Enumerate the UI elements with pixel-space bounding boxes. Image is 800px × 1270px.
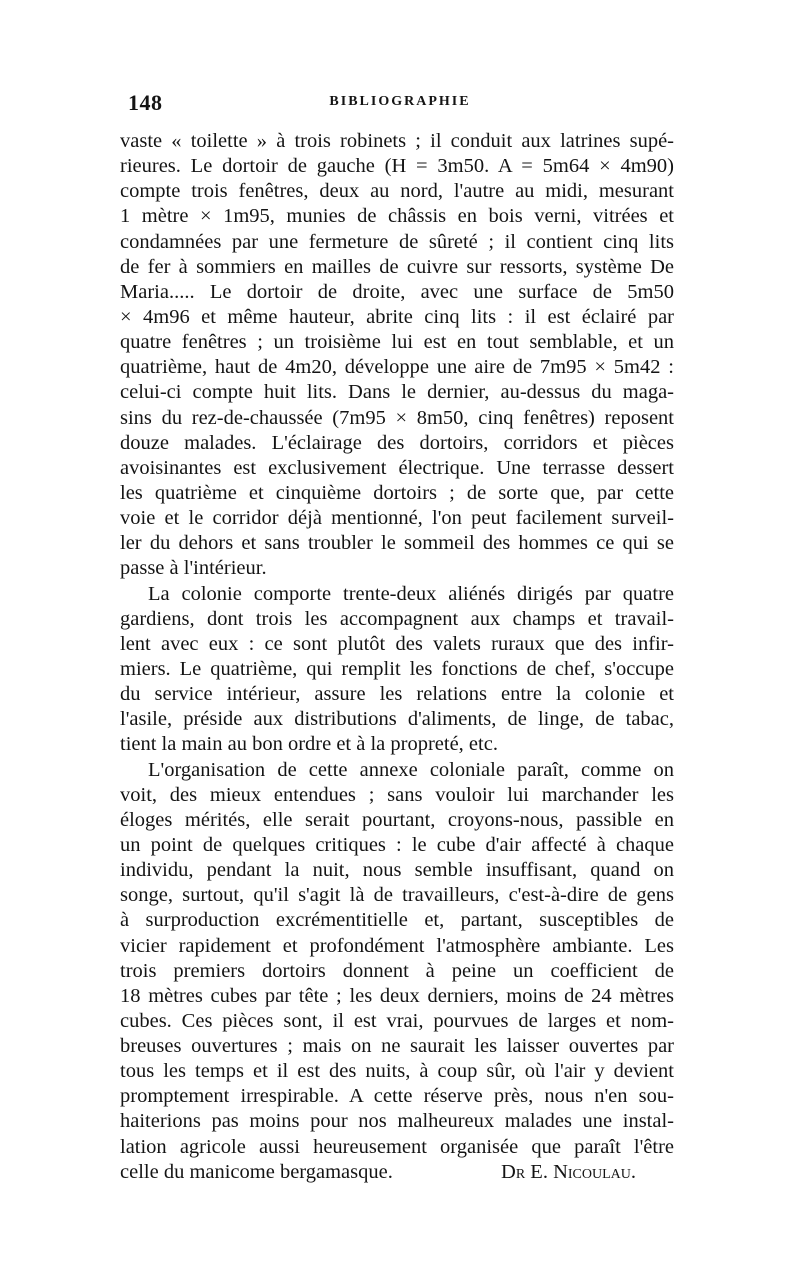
page-number: 148 <box>128 90 163 115</box>
text-line: du service intérieur, assure les relations entre la colonie et <box>120 683 674 706</box>
text-line: éloges mérités, elle serait pourtant, croyons-nous, passible en <box>120 808 674 831</box>
text-line: l'asile, préside aux distributions d'aliments, de linge, de tabac, <box>120 708 674 731</box>
text-line: celle du manicome bergamasque. <box>120 1160 393 1183</box>
text-line: 18 mètres cubes par tête ; les deux derniers, moins de 24 mètres <box>120 984 674 1007</box>
text-line: tient la main au bon ordre et à la propreté, etc. <box>120 733 498 756</box>
text-line: trois premiers dortoirs donnent à peine un coefficient de <box>120 959 674 982</box>
page-header <box>128 90 672 120</box>
text-line: quatrième, haut de 4m20, développe une aire de 7m95 × 5m42 : <box>120 356 674 379</box>
text-line: les quatrième et cinquième dortoirs ; de sorte que, par cette <box>120 481 674 504</box>
text-line: haiterions pas moins pour nos malheureux malades une instal- <box>120 1110 674 1133</box>
text-line: vaste « toilette » à trois robinets ; il conduit aux latrines supé- <box>120 130 674 152</box>
text-line: avoisinantes est exclusivement électrique. Une terrasse dessert <box>120 456 674 479</box>
text-line: à surproduction excrémentitielle et, partant, susceptibles de <box>120 909 674 932</box>
text-line: de fer à sommiers en mailles de cuivre sur ressorts, système De <box>120 255 674 278</box>
text-line: gardiens, dont trois les accompagnent aux champs et travail- <box>120 607 674 630</box>
text-line: vicier rapidement et profondément l'atmosphère ambiante. Les <box>120 934 674 957</box>
text-line: 1 mètre × 1m95, munies de châssis en bois verni, vitrées et <box>120 205 674 228</box>
text-line: lation agricole aussi heureusement organisée que paraît l'être <box>120 1135 674 1158</box>
text-line: songe, surtout, qu'il s'agit là de travailleurs, c'est-à-dire de gens <box>120 884 674 907</box>
text-line: condamnées par une fermeture de sûreté ; il contient cinq lits <box>120 230 674 253</box>
text-line: cubes. Ces pièces sont, il est vrai, pourvues de larges et nom- <box>120 1009 674 1032</box>
text-line: Maria..... Le dortoir de droite, avec une surface de 5m50 <box>120 280 674 303</box>
text-line: celui-ci compte huit lits. Dans le dernier, au-dessus du maga- <box>120 381 674 404</box>
text-line: douze malades. L'éclairage des dortoirs, corridors et pièces <box>120 431 674 454</box>
text-line: breuses ouvertures ; mais on ne saurait les laisser ouvertes par <box>120 1035 674 1058</box>
text-line: promptement irrespirable. A cette réserve près, nous n'en sou- <box>120 1085 674 1108</box>
text-line: quatre fenêtres ; un troisième lui est en tout semblable, et un <box>120 331 674 354</box>
text-line: L'organisation de cette annexe coloniale paraît, comme on <box>148 758 674 781</box>
running-title: BIBLIOGRAPHIE <box>329 94 471 109</box>
text-line: un point de quelques critiques : le cube d'air affecté à chaque <box>120 833 674 856</box>
text-line: × 4m96 et même hauteur, abrite cinq lits : il est éclairé par <box>120 305 674 328</box>
text-line: voit, des mieux entendues ; sans vouloir lui marchander les <box>120 783 674 806</box>
body-text <box>120 129 674 1185</box>
text-line: compte trois fenêtres, deux au nord, l'autre au midi, mesurant <box>120 180 674 203</box>
text-line: rieures. Le dortoir de gauche (H = 3m50. A = 5m64 × 4m90) <box>120 155 674 178</box>
text-line: individu, pendant la nuit, nous semble insuffisant, quand on <box>120 859 674 882</box>
text-line: sins du rez-de-chaussée (7m95 × 8m50, cinq fenêtres) reposent <box>120 406 674 429</box>
author-signature: Dr E. Nicoulau. <box>501 1160 636 1183</box>
text-line: tous les temps et il est des nuits, à coup sûr, où l'air y devient <box>120 1060 674 1083</box>
closing-line <box>120 1160 674 1185</box>
text-line: La colonie comporte trente-deux aliénés dirigés par quatre <box>148 582 674 605</box>
text-line: ler du dehors et sans troubler le sommeil des hommes ce qui se <box>120 532 674 555</box>
text-line: lent avec eux : ce sont plutôt des valets ruraux que des infir- <box>120 632 674 655</box>
text-line: passe à l'intérieur. <box>120 557 267 580</box>
text-line: voie et le corridor déjà mentionné, l'on peut facilement surveil- <box>120 507 674 530</box>
text-line: miers. Le quatrième, qui remplit les fonctions de chef, s'occupe <box>120 657 674 680</box>
